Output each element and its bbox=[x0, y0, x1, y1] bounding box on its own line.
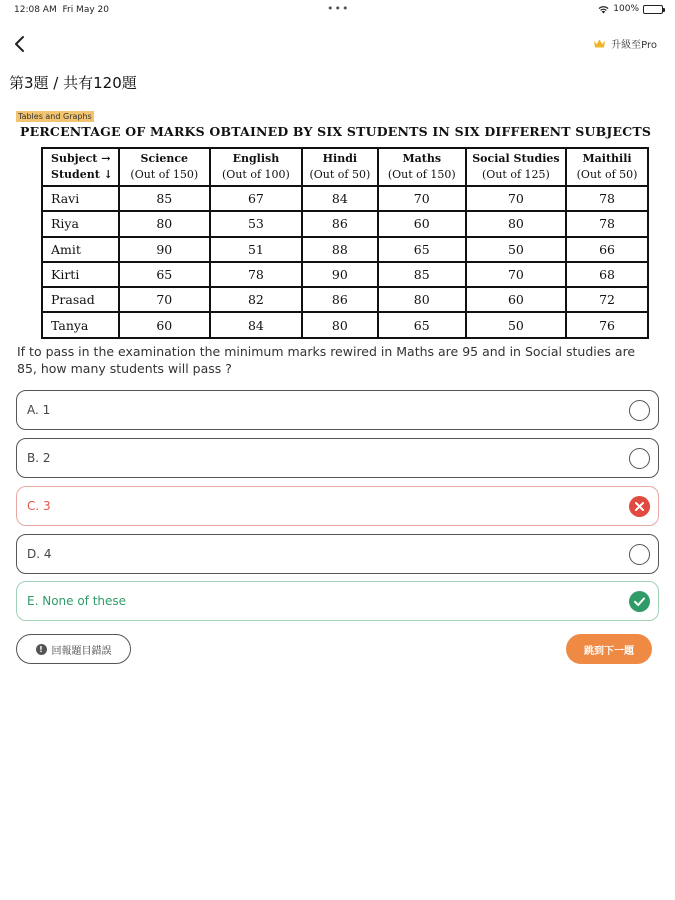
mark-cell: 60 bbox=[119, 312, 210, 337]
table-header-row bbox=[42, 148, 648, 186]
mark-cell: 84 bbox=[302, 186, 378, 211]
mark-cell: 82 bbox=[210, 287, 302, 312]
mark-cell: 85 bbox=[378, 262, 466, 287]
column-header: Maths (Out of 150) bbox=[378, 148, 466, 186]
correct-check-icon bbox=[629, 591, 650, 612]
student-name-cell: Tanya bbox=[42, 312, 119, 337]
answer-option-a[interactable] bbox=[16, 390, 659, 430]
mark-cell: 80 bbox=[466, 211, 566, 236]
table-row bbox=[42, 237, 648, 262]
answer-option-e[interactable] bbox=[16, 581, 659, 621]
next-question-button[interactable]: 跳到下一題 bbox=[566, 634, 652, 664]
back-button[interactable] bbox=[10, 33, 30, 55]
mark-cell: 78 bbox=[566, 186, 648, 211]
mark-cell: 70 bbox=[119, 287, 210, 312]
mark-cell: 53 bbox=[210, 211, 302, 236]
mark-cell: 78 bbox=[566, 211, 648, 236]
column-header: Social Studies (Out of 125) bbox=[466, 148, 566, 186]
report-error-label: 回報題目錯誤 bbox=[51, 645, 112, 657]
table-row bbox=[42, 262, 648, 287]
category-tag: Tables and Graphs bbox=[18, 112, 92, 121]
mark-cell: 76 bbox=[566, 312, 648, 337]
student-name-cell: Prasad bbox=[42, 287, 119, 312]
mark-cell: 70 bbox=[466, 262, 566, 287]
answer-option-label: E. None of these bbox=[27, 594, 127, 608]
mark-cell: 86 bbox=[302, 287, 378, 312]
table-row bbox=[42, 312, 648, 337]
answer-option-label: B. 2 bbox=[27, 451, 51, 465]
battery-icon bbox=[643, 5, 663, 14]
mark-cell: 65 bbox=[119, 262, 210, 287]
answer-option-label: C. 3 bbox=[27, 499, 51, 513]
mark-cell: 85 bbox=[119, 186, 210, 211]
column-header: Maithili (Out of 50) bbox=[566, 148, 648, 186]
mark-cell: 68 bbox=[566, 262, 648, 287]
multitask-dots-icon[interactable]: ••• bbox=[327, 2, 350, 15]
report-error-button[interactable] bbox=[16, 634, 131, 664]
answer-option-label: D. 4 bbox=[27, 547, 52, 561]
mark-cell: 67 bbox=[210, 186, 302, 211]
upgrade-pro-button[interactable] bbox=[593, 36, 657, 51]
student-name-cell: Amit bbox=[42, 237, 119, 262]
mark-cell: 66 bbox=[566, 237, 648, 262]
mark-cell: 60 bbox=[466, 287, 566, 312]
table-row bbox=[42, 186, 648, 211]
mark-cell: 70 bbox=[466, 186, 566, 211]
mark-cell: 80 bbox=[119, 211, 210, 236]
column-header: English (Out of 100) bbox=[210, 148, 302, 186]
wifi-icon bbox=[598, 5, 609, 14]
mark-cell: 72 bbox=[566, 287, 648, 312]
mark-cell: 65 bbox=[378, 237, 466, 262]
table-row bbox=[42, 287, 648, 312]
student-name-cell: Ravi bbox=[42, 186, 119, 211]
mark-cell: 50 bbox=[466, 237, 566, 262]
info-icon: ! bbox=[36, 644, 47, 655]
mark-cell: 80 bbox=[378, 287, 466, 312]
student-name-cell: Riya bbox=[42, 211, 119, 236]
wrong-x-icon bbox=[629, 496, 650, 517]
question-counter: 第3題 / 共有120題 bbox=[9, 74, 137, 92]
mark-cell: 78 bbox=[210, 262, 302, 287]
crown-icon bbox=[593, 38, 606, 49]
status-right bbox=[598, 4, 663, 14]
radio-circle-icon bbox=[629, 544, 650, 565]
mark-cell: 50 bbox=[466, 312, 566, 337]
question-text: If to pass in the examination the minimum marks rewired in Maths are 95 and in Social studies are 85, how many students will pass ? bbox=[17, 344, 636, 376]
battery-percent: 100% bbox=[613, 4, 639, 14]
column-header: Hindi (Out of 50) bbox=[302, 148, 378, 186]
answer-option-label: A. 1 bbox=[27, 403, 51, 417]
status-time: 12:08 AM Fri May 20 bbox=[14, 5, 109, 15]
column-header: Science (Out of 150) bbox=[119, 148, 210, 186]
answer-option-d[interactable] bbox=[16, 534, 659, 574]
mark-cell: 60 bbox=[378, 211, 466, 236]
radio-circle-icon bbox=[629, 448, 650, 469]
mark-cell: 86 bbox=[302, 211, 378, 236]
mark-cell: 88 bbox=[302, 237, 378, 262]
student-name-cell: Kirti bbox=[42, 262, 119, 287]
answer-option-c[interactable] bbox=[16, 486, 659, 526]
mark-cell: 90 bbox=[302, 262, 378, 287]
marks-table-figure bbox=[16, 122, 659, 340]
table-title: PERCENTAGE OF MARKS OBTAINED BY SIX STUDENTS IN SIX DIFFERENT SUBJECTS bbox=[20, 124, 652, 139]
mark-cell: 90 bbox=[119, 237, 210, 262]
answer-option-b[interactable] bbox=[16, 438, 659, 478]
mark-cell: 84 bbox=[210, 312, 302, 337]
status-bar bbox=[0, 0, 675, 22]
mark-cell: 70 bbox=[378, 186, 466, 211]
mark-cell: 51 bbox=[210, 237, 302, 262]
mark-cell: 65 bbox=[378, 312, 466, 337]
radio-circle-icon bbox=[629, 400, 650, 421]
table-row bbox=[42, 211, 648, 236]
mark-cell: 80 bbox=[302, 312, 378, 337]
chevron-left-icon bbox=[10, 33, 30, 55]
upgrade-pro-label: 升級至Pro bbox=[611, 40, 657, 51]
marks-table bbox=[41, 147, 649, 339]
table-corner-header: Subject → Student ↓ bbox=[42, 148, 119, 186]
